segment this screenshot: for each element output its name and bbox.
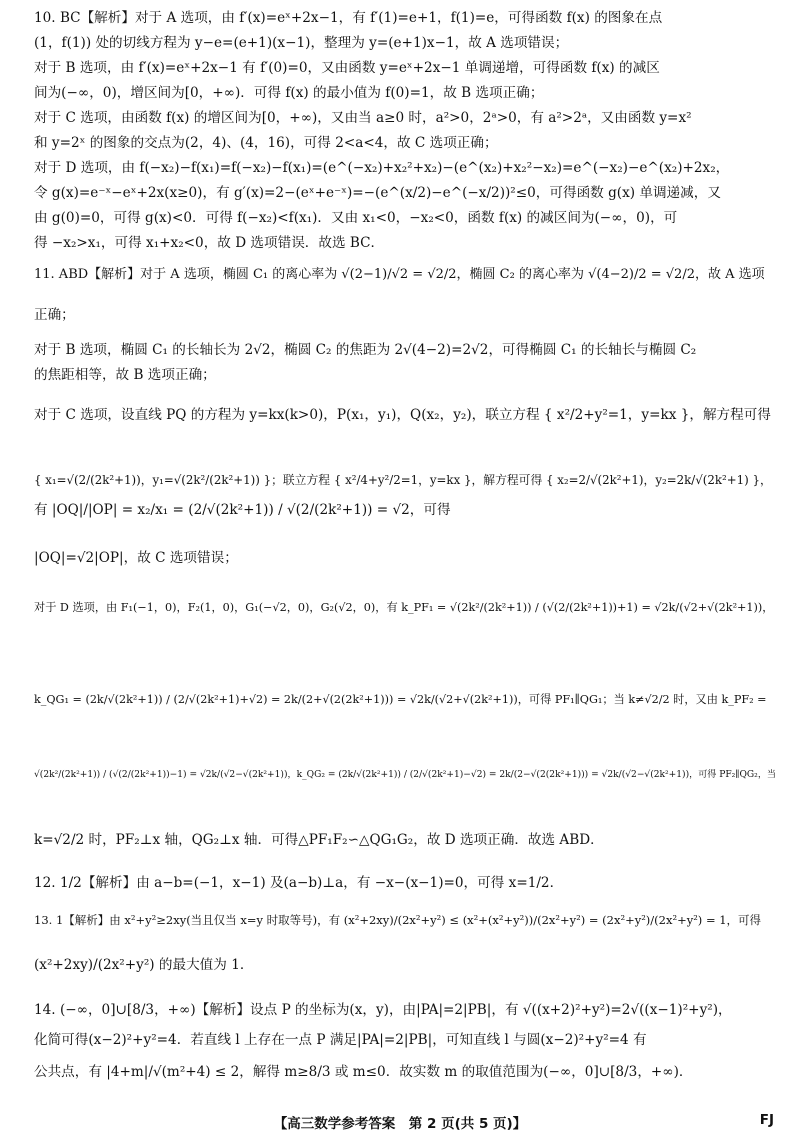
answer-line: (1，f(1)) 处的切线方程为 y−e=(e+1)(x−1)，整理为 y=(e+1)x−1，故 A 选项错误； <box>34 35 569 51</box>
answer-line: 12. 1/2【解析】由 a−b=(−1，x−1) 及(a−b)⊥a，有 −x−(x−1)=0，可得 x=1/2． <box>34 875 564 891</box>
answer-line: 对于 C 选项，由函数 f(x) 的增区间为[0，+∞)，又由当 a≥0 时，a²>0，2ᵃ>0，有 a²>2ᵃ，又由函数 y=x² <box>34 110 692 126</box>
page-footer <box>0 1112 800 1134</box>
footer-code: FJ <box>759 1112 774 1128</box>
answer-line: 对于 B 选项，椭圆 C₁ 的长轴长为 2√2，椭圆 C₂ 的焦距为 2√(4−2)=2√2，可得椭圆 C₁ 的长轴长与椭圆 C₂ <box>34 342 697 358</box>
answer-line: 的焦距相等，故 B 选项正确； <box>34 367 216 383</box>
answer-line: 令 g(x)=e⁻ˣ−eˣ+2x(x≥0)，有 g′(x)=2−(eˣ+e⁻ˣ)=−(e^(x/2)−e^(−x/2))²≤0，可得函数 g(x) 单调递减，又 <box>34 185 721 201</box>
answer-line: 10. BC【解析】对于 A 选项，由 f′(x)=eˣ+2x−1，有 f′(1)=e+1，f(1)=e，可得函数 f(x) 的图象在点 <box>34 10 663 26</box>
answer-line: 正确； <box>34 307 75 323</box>
answer-line: |OQ|=√2|OP|，故 C 选项错误； <box>34 550 238 566</box>
answer-line: 对于 C 选项，设直线 PQ 的方程为 y=kx(k>0)，P(x₁，y₁)，Q(x₂，y₂)，联立方程 { x²/2+y²=1，y=kx }，解方程可得 <box>34 407 771 423</box>
answer-line: 13. 1【解析】由 x²+y²≥2xy(当且仅当 x=y 时取等号)，有 (x²+2xy)/(2x²+y²) ≤ (x²+(x²+y²))/(2x²+y²) = (2x²+y²)/(2x²+y²) = 1，可得 <box>34 913 762 927</box>
answer-line: 对于 D 选项，由 F₁(−1，0)，F₂(1，0)，G₁(−√2，0)，G₂(√2，0)，有 k_PF₁ = √(2k²/(2k²+1)) / (√(2/(2k²+1))+1) = √2k/(√2+√(2k²+1))， <box>34 601 774 614</box>
answer-line: 11. ABD【解析】对于 A 选项，椭圆 C₁ 的离心率为 √(2−1)/√2 = √2/2，椭圆 C₂ 的离心率为 √(4−2)/2 = √2/2，故 A 选项 <box>34 267 765 282</box>
answer-line: 得 −x₂>x₁，可得 x₁+x₂<0，故 D 选项错误．故选 BC． <box>34 235 385 251</box>
answer-line: 公共点，有 |4+m|/√(m²+4) ≤ 2，解得 m≥8/3 或 m≤0．故实数 m 的取值范围为(−∞，0]∪[8/3，+∞)． <box>34 1064 693 1080</box>
answer-line: 对于 D 选项，由 f(−x₂)−f(x₁)=f(−x₂)−f(x₁)=(e^(−x₂)+x₂²+x₂)−(e^(x₂)+x₂²−x₂)=e^(−x₂)−e^(x₂)+2x₂， <box>34 160 730 176</box>
answer-line: √(2k²/(2k²+1)) / (√(2/(2k²+1))−1) = √2k/(√2−√(2k²+1))，k_QG₂ = (2k/√(2k²+1)) / (2/√(2k²+1)−√2) = 2k/(2−√(2(2k²+1))) = √2k/(√2−√(2k²+1))，可得 PF₂∥QG₂，当 <box>34 770 776 780</box>
footer-page-info: 【高三数学参考答案 第 2 页(共 5 页)】 <box>273 1116 527 1132</box>
answer-line: 14. (−∞，0]∪[8/3，+∞)【解析】设点 P 的坐标为(x，y)，由|PA|=2|PB|，有 √((x+2)²+y²)=2√((x−1)²+y²)， <box>34 1002 732 1018</box>
answer-line: { x₁=√(2/(2k²+1))，y₁=√(2k²/(2k²+1)) }；联立方程 { x²/4+y²/2=1，y=kx }，解方程可得 { x₂=2/√(2k²+1)，y₂=2k/√(2k²+1) }， <box>34 473 772 487</box>
answer-line: 有 |OQ|/|OP| = x₂/x₁ = (2/√(2k²+1)) / √(2/(2k²+1)) = √2，可得 <box>34 502 451 518</box>
answer-line: 化简可得(x−2)²+y²=4．若直线 l 上存在一点 P 满足|PA|=2|PB|，可知直线 l 与圆(x−2)²+y²=4 有 <box>34 1032 647 1048</box>
answer-line: 间为(−∞，0)，增区间为[0，+∞)．可得 f(x) 的最小值为 f(0)=1，故 B 选项正确； <box>34 85 544 101</box>
answer-line: k_QG₁ = (2k/√(2k²+1)) / (2/√(2k²+1)+√2) = 2k/(2+√(2(2k²+1))) = √2k/(√2+√(2k²+1))，可得 PF₁∥QG₁；当 k≠√2/2 时，又由 k_PF₂ = <box>34 693 767 706</box>
answer-line: 和 y=2ˣ 的图象的交点为(2，4)、(4，16)，可得 2<a<4，故 C 选项正确； <box>34 135 498 151</box>
answer-line: (x²+2xy)/(2x²+y²) 的最大值为 1． <box>34 957 254 973</box>
answer-line: 由 g(0)=0，可得 g(x)<0．可得 f(−x₂)<f(x₁)．又由 x₁<0，−x₂<0，函数 f(x) 的减区间为(−∞，0)，可 <box>34 210 678 226</box>
answer-line: k=√2/2 时，PF₂⊥x 轴，QG₂⊥x 轴．可得△PF₁F₂∽△QG₁G₂，故 D 选项正确．故选 ABD． <box>34 832 604 848</box>
answer-line: 对于 B 选项，由 f′(x)=eˣ+2x−1 有 f′(0)=0，又由函数 y=eˣ+2x−1 单调递增，可得函数 f(x) 的减区 <box>34 60 660 76</box>
